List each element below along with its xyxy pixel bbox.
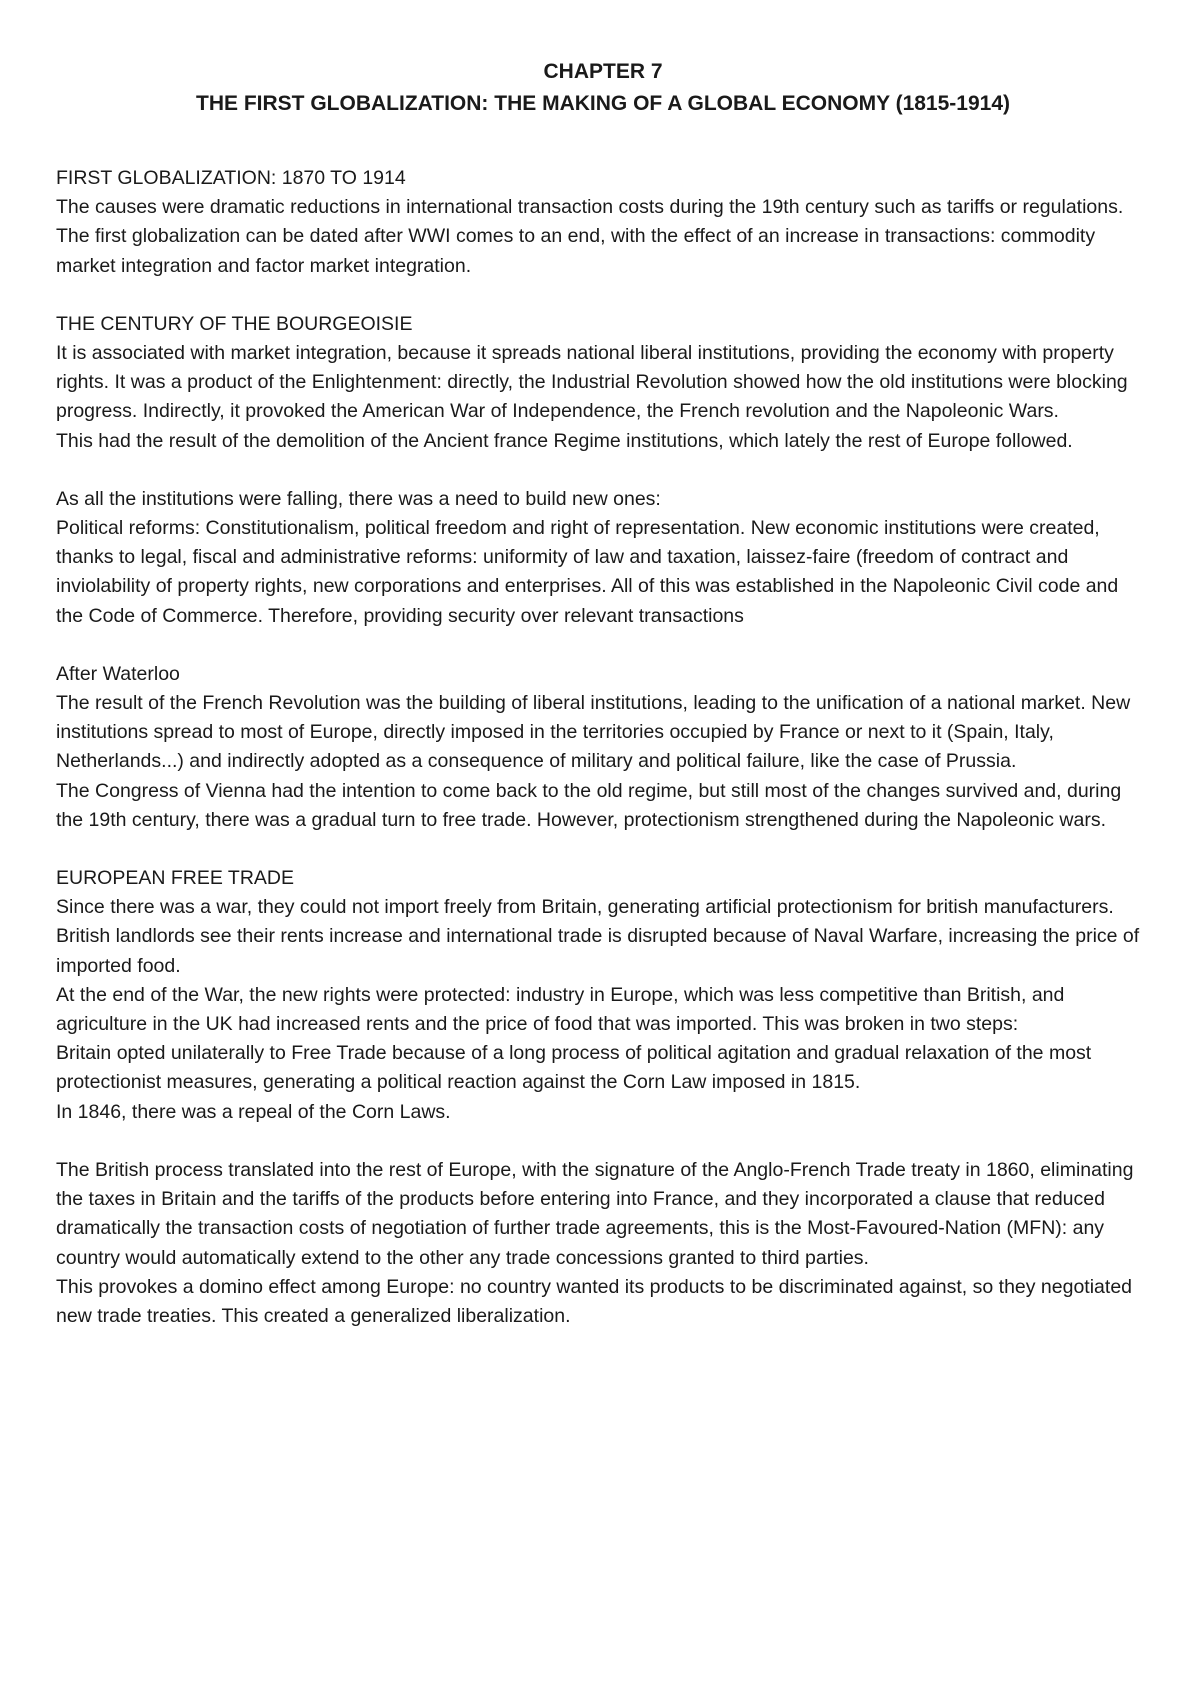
paragraph: In 1846, there was a repeal of the Corn Laws. xyxy=(56,1100,451,1123)
paragraph: Britain opted unilaterally to Free Trade because of a long process of political agitation and gradual relaxation of the most protectionist measures, generating a political reaction against the Corn Law imposed in 1815. xyxy=(56,1042,1092,1094)
section-bourgeoisie xyxy=(56,310,1150,456)
paragraph: Political reforms: Constitutionalism, political freedom and right of representation. New economic institutions were created, thanks to legal, fiscal and administrative reforms: uniformity of law and taxation, laissez-faire (freedom of contract and inviolability of property rights, new corporations and enterprises. All of this was established in the Napoleonic Civil code and the Code of Commerce. Therefore, providing security over relevant transactions xyxy=(56,517,1119,627)
section-anglo-french-treaty xyxy=(56,1156,1150,1331)
section-heading: EUROPEAN FREE TRADE xyxy=(56,867,295,890)
section-heading: THE CENTURY OF THE BOURGEOISIE xyxy=(56,312,413,335)
paragraph: The result of the French Revolution was the building of liberal institutions, leading to the unification of a national market. New institutions spread to most of Europe, directly imposed in the territories occupied by France or next to it (Spain, Italy, Netherlands...) and indirectly adopted as a consequence of military and political failure, like the case of Prussia. xyxy=(56,692,1131,773)
paragraph: Since there was a war, they could not import freely from Britain, generating artificial protectionism for british manufacturers. British landlords see their rents increase and international trade is disrupted because of Naval Warfare, increasing the price of imported food. xyxy=(56,896,1140,977)
paragraph: At the end of the War, the new rights were protected: industry in Europe, which was less competitive than British, and agriculture in the UK had increased rents and the price of food that was imported. This was broken in two steps: xyxy=(56,983,1065,1036)
section-first-globalization xyxy=(56,164,1150,281)
paragraph: The British process translated into the rest of Europe, with the signature of the Anglo-French Trade treaty in 1860, eliminating the taxes in Britain and the tariffs of the products before entering into France, and they incorporated a clause that reduced dramatically the transaction costs of negotiation of further trade agreements, this is the Most-Favoured-Nation (MFN): any country would automatically extend to the other any trade concessions granted to third parties. xyxy=(56,1158,1134,1269)
section-heading: FIRST GLOBALIZATION: 1870 TO 1914 xyxy=(56,167,406,189)
chapter-title: THE FIRST GLOBALIZATION: THE MAKING OF A GLOBAL ECONOMY (1815-1914) xyxy=(196,92,1010,115)
title-block xyxy=(56,56,1150,120)
section-european-free-trade xyxy=(56,864,1150,1127)
paragraph: The Congress of Vienna had the intention to come back to the old regime, but still most of the changes survived and, during the 19th century, there was a gradual turn to free trade. However, protectionism strengthened during the Napoleonic wars. xyxy=(56,779,1122,831)
section-after-waterloo xyxy=(56,660,1150,835)
paragraph: As all the institutions were falling, there was a need to build new ones: xyxy=(56,487,661,510)
paragraph: This had the result of the demolition of the Ancient france Regime institutions, which lately the rest of Europe followed. xyxy=(56,429,1073,452)
paragraph: This provokes a domino effect among Europe: no country wanted its products to be discriminated against, so they negotiated new trade treaties. This created a generalized liberalization. xyxy=(56,1275,1133,1327)
chapter-label: CHAPTER 7 xyxy=(543,60,663,83)
section-new-institutions xyxy=(56,485,1150,631)
paragraph: The causes were dramatic reductions in international transaction costs during the 19th century such as tariffs or regulations. The first globalization can be dated after WWI comes to an end, with the effect of an increase in transactions: commodity market integration and factor market integration. xyxy=(56,196,1124,277)
paragraph: It is associated with market integration, because it spreads national liberal institutions, providing the economy with property rights. It was a product of the Enlightenment: directly, the Industrial Revolution showed how the old institutions were blocking progress. Indirectly, it provoked the American War of Independence, the French revolution and the Napoleonic Wars. xyxy=(56,342,1128,423)
section-heading: After Waterloo xyxy=(56,662,180,685)
